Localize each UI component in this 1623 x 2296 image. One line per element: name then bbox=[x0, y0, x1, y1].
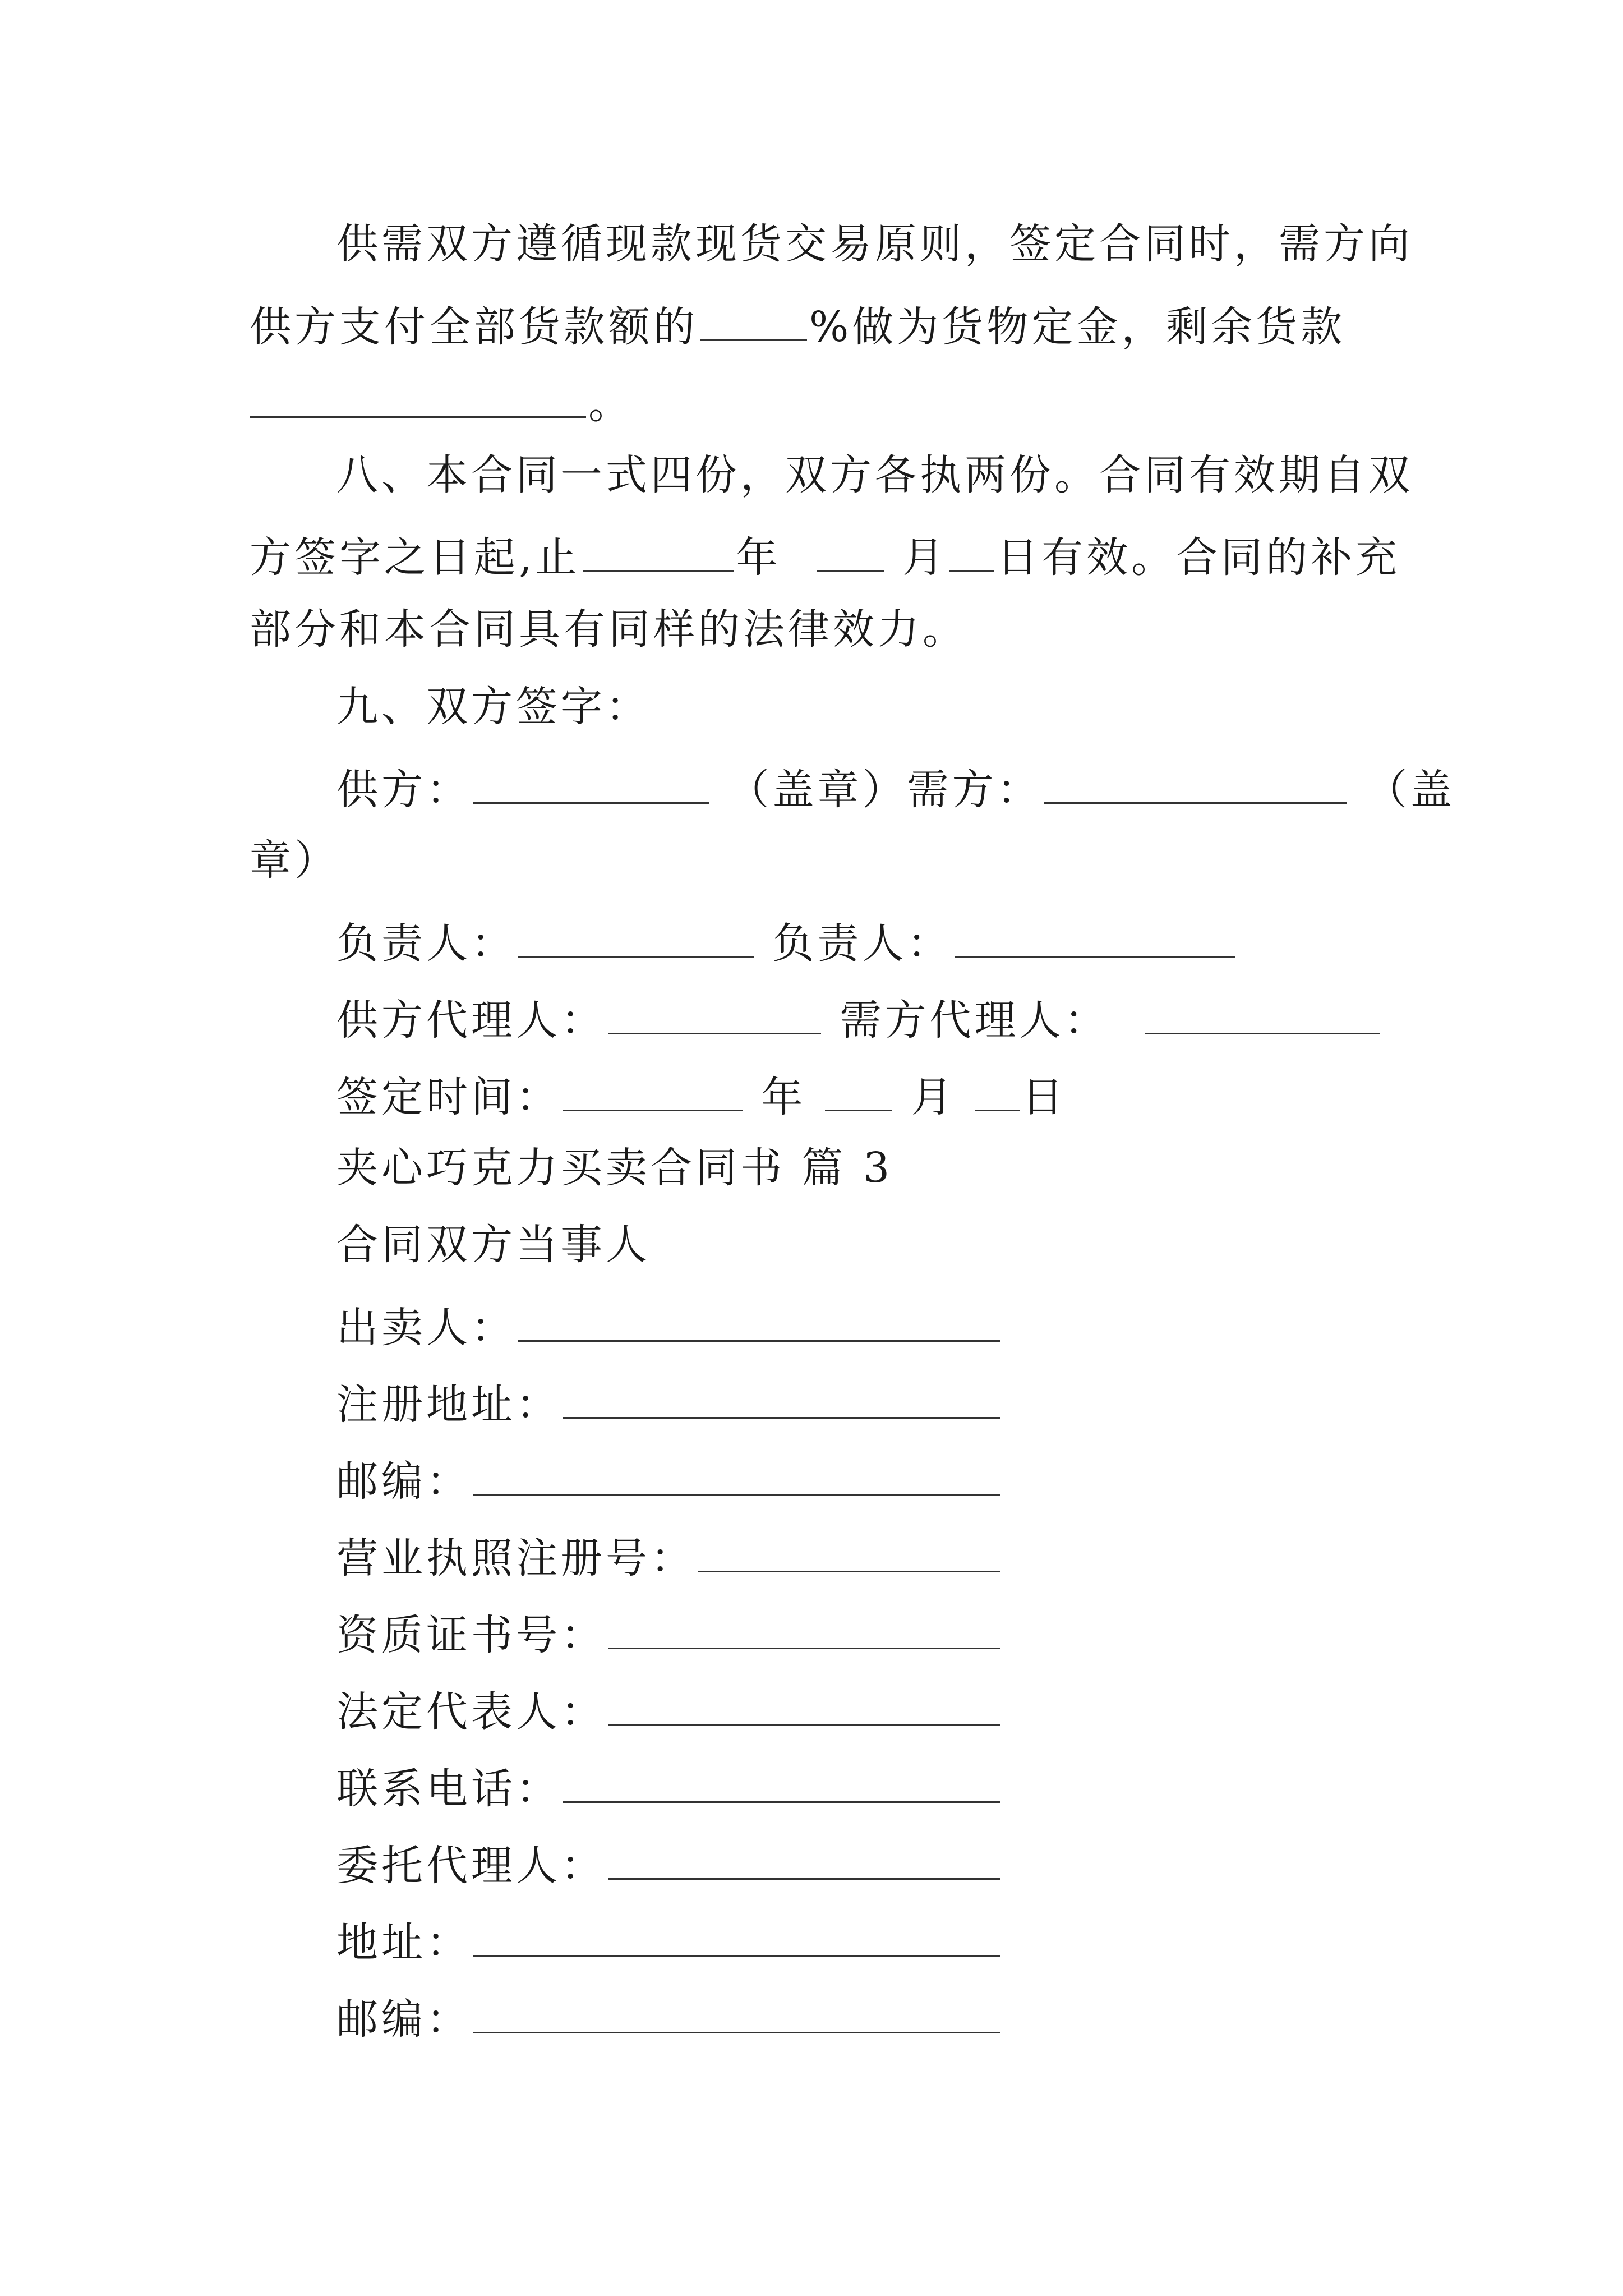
para7-line1-text: 供需双方遵循现款现货交易原则，签定合同时，需方向 bbox=[336, 220, 1413, 268]
validity-day-blank[interactable] bbox=[949, 531, 994, 572]
license-blank[interactable] bbox=[698, 1531, 1000, 1572]
para8-line2-text-b: 日有效。合同的补充 bbox=[997, 533, 1401, 582]
phone-label: 联系电话： bbox=[336, 1765, 561, 1813]
address-field bbox=[336, 1916, 1003, 1967]
address-label: 地址： bbox=[336, 1918, 471, 1967]
sign-time-row bbox=[336, 1070, 1067, 1121]
responsible-row bbox=[336, 917, 1237, 968]
para8-line1 bbox=[336, 451, 1413, 499]
legal-rep-label: 法定代表人： bbox=[336, 1688, 606, 1736]
para8-line3 bbox=[250, 605, 967, 654]
signature-row bbox=[336, 763, 1456, 814]
sign-month-label: 月 bbox=[911, 1073, 956, 1121]
sign-day-blank[interactable] bbox=[975, 1070, 1020, 1111]
agent-blank[interactable] bbox=[608, 1839, 1000, 1880]
agent-field bbox=[336, 1839, 1003, 1890]
agent-row bbox=[336, 993, 1382, 1045]
responsible-label-2: 负责人： bbox=[772, 919, 952, 968]
postcode-blank-2[interactable] bbox=[473, 1993, 1000, 2033]
supplier-agent-blank[interactable] bbox=[608, 993, 821, 1034]
para9-title bbox=[336, 683, 651, 731]
para8-line3-text: 部分和本合同具有同样的法律效力。 bbox=[250, 605, 967, 654]
para8-line2-text-a: 方签字之日起,止 bbox=[250, 533, 580, 582]
validity-month-blank[interactable] bbox=[817, 531, 884, 572]
postcode-field-1 bbox=[336, 1455, 1003, 1506]
qualification-blank[interactable] bbox=[608, 1608, 1000, 1649]
buyer-seal-label-a: （盖 bbox=[1366, 766, 1456, 814]
license-label: 营业执照注册号： bbox=[336, 1534, 695, 1582]
para9-title-text: 九、双方签字： bbox=[336, 683, 651, 731]
section3-title-text: 夹心巧克力买卖合同书 篇 3 bbox=[336, 1144, 893, 1192]
deposit-percent-blank[interactable] bbox=[700, 300, 807, 341]
sign-month-blank[interactable] bbox=[825, 1070, 892, 1111]
section3-parties bbox=[336, 1221, 651, 1269]
para7-line3-end: 。 bbox=[588, 380, 633, 428]
section3-parties-text: 合同双方当事人 bbox=[336, 1221, 651, 1269]
para7-line1 bbox=[336, 220, 1413, 268]
license-field bbox=[336, 1531, 1003, 1582]
legal-rep-field bbox=[336, 1685, 1003, 1736]
address-blank[interactable] bbox=[473, 1916, 1000, 1957]
buyer-agent-label: 需方代理人： bbox=[840, 996, 1109, 1045]
responsible-label-1: 负责人： bbox=[336, 919, 516, 968]
reg-address-label: 注册地址： bbox=[336, 1381, 561, 1429]
para8-year-label: 年 bbox=[736, 533, 781, 582]
para7-line2 bbox=[250, 300, 1346, 351]
para7-line2-text-a: 供方支付全部货款额的 bbox=[250, 303, 698, 351]
responsible-blank-1[interactable] bbox=[518, 917, 754, 958]
buyer-seal-label-b: 章） bbox=[250, 836, 339, 885]
postcode-field-2 bbox=[336, 1993, 1003, 2044]
postcode-blank-1[interactable] bbox=[473, 1455, 1000, 1496]
signature-row-wrap bbox=[250, 836, 339, 885]
supplier-name-blank[interactable] bbox=[473, 763, 709, 804]
postcode-label-2: 邮编： bbox=[336, 1995, 471, 2044]
qualification-field bbox=[336, 1608, 1003, 1659]
postcode-label-1: 邮编： bbox=[336, 1457, 471, 1506]
seller-blank[interactable] bbox=[518, 1301, 1000, 1342]
legal-rep-blank[interactable] bbox=[608, 1685, 1000, 1726]
buyer-agent-blank[interactable] bbox=[1145, 993, 1380, 1034]
supplier-seal-label: （盖章） bbox=[727, 766, 907, 814]
qualification-label: 资质证书号： bbox=[336, 1611, 606, 1659]
buyer-name-blank[interactable] bbox=[1044, 763, 1347, 804]
reg-address-blank[interactable] bbox=[563, 1378, 1000, 1419]
seller-field bbox=[336, 1301, 1003, 1352]
para8-line1-text: 八、本合同一式四份，双方各执两份。合同有效期自双 bbox=[336, 451, 1413, 499]
validity-year-blank[interactable] bbox=[583, 531, 734, 572]
para7-line2-text-b: %做为货物定金，剩余货款 bbox=[809, 303, 1346, 351]
supplier-label: 供方： bbox=[336, 766, 471, 814]
buyer-label: 需方： bbox=[907, 766, 1042, 814]
para8-month-label: 月 bbox=[902, 533, 948, 582]
section3-title bbox=[336, 1144, 893, 1192]
reg-address-field bbox=[336, 1378, 1003, 1429]
sign-year-label: 年 bbox=[761, 1073, 806, 1121]
responsible-blank-2[interactable] bbox=[955, 917, 1235, 958]
sign-day-label: 日 bbox=[1022, 1073, 1067, 1121]
supplier-agent-label: 供方代理人： bbox=[336, 996, 606, 1045]
phone-blank[interactable] bbox=[563, 1762, 1000, 1803]
para7-line3 bbox=[250, 377, 633, 428]
sign-time-label: 签定时间： bbox=[336, 1073, 561, 1121]
remaining-payment-blank[interactable] bbox=[250, 377, 586, 418]
sign-year-blank[interactable] bbox=[563, 1070, 743, 1111]
phone-field bbox=[336, 1762, 1003, 1813]
para8-line2 bbox=[250, 531, 1401, 582]
seller-label: 出卖人： bbox=[336, 1304, 516, 1352]
agent-label: 委托代理人： bbox=[336, 1842, 606, 1890]
